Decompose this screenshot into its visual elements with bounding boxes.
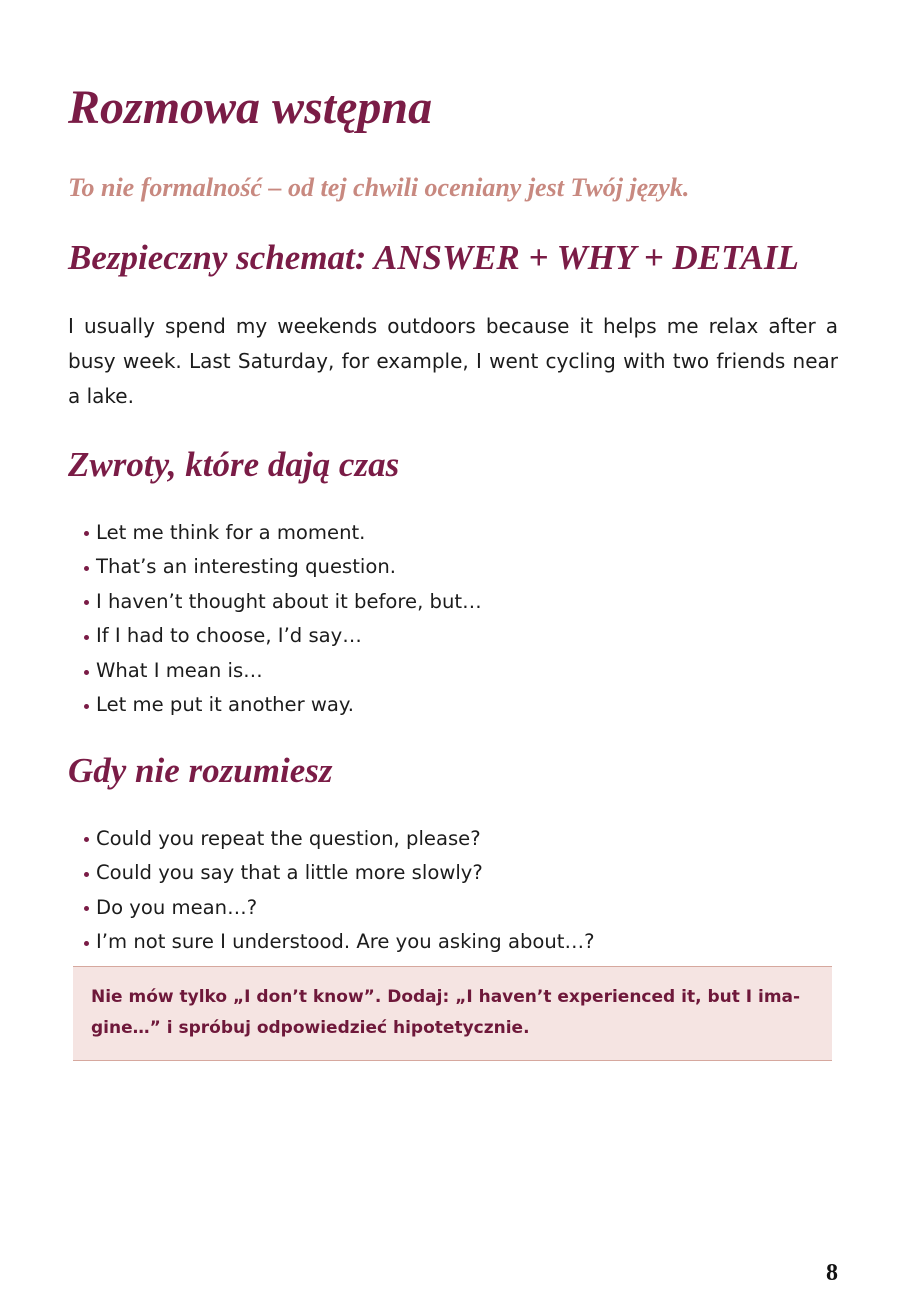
page-subtitle: To nie formalność – od tej chwili oceniany jest Twój język. <box>68 173 690 202</box>
list-item-text: If I had to choose, I’d say… <box>96 624 362 648</box>
bullet-icon <box>84 837 89 842</box>
page-title: Rozmowa wstępna <box>68 81 433 134</box>
list-item <box>68 550 482 585</box>
example-paragraph: I usually spend my weekends outdoors because it helps me relax after a busy week. Last Saturday, for example, I went cycling with two friends near a lake. <box>68 314 838 408</box>
list-item-text: Do you mean…? <box>96 895 258 919</box>
bullet-icon <box>84 600 89 605</box>
list-item <box>68 619 482 654</box>
bullet-icon <box>84 531 89 536</box>
list-item <box>68 688 482 723</box>
list-item-text: I’m not sure I understood. Are you asking about…? <box>96 930 595 954</box>
time-phrases-heading: Zwroty, które dają czas <box>68 445 400 484</box>
list-item <box>68 891 594 926</box>
tip-line: Nie mów tylko „I don’t know”. Dodaj: „I haven’t experienced it, but I ima- <box>91 987 801 1007</box>
bullet-icon <box>84 872 89 877</box>
clarification-heading: Gdy nie rozumiesz <box>68 751 333 790</box>
list-item-text: That’s an interesting question. <box>96 555 396 579</box>
list-item-text: Could you repeat the question, please? <box>96 826 481 850</box>
list-item <box>68 856 594 891</box>
bullet-icon <box>84 566 89 571</box>
list-item-text: What I mean is… <box>96 658 263 682</box>
clarification-list <box>68 822 594 960</box>
list-item <box>68 654 482 689</box>
tip-line: gine…” i spróbuj odpowiedzieć hipotetycznie. <box>91 1018 530 1038</box>
list-item <box>68 925 594 960</box>
list-item <box>68 822 594 857</box>
list-item-text: Let me think for a moment. <box>96 520 366 544</box>
list-item-text: Let me put it another way. <box>96 693 354 717</box>
bullet-icon <box>84 670 89 675</box>
list-item <box>68 516 482 551</box>
time-phrases-list <box>68 516 482 724</box>
list-item-text: I haven’t thought about it before, but… <box>96 589 482 613</box>
bullet-icon <box>84 906 89 911</box>
list-item-text: Could you say that a little more slowly? <box>96 861 483 885</box>
bullet-icon <box>84 704 89 709</box>
tip-callout <box>73 966 832 1061</box>
bullet-icon <box>84 941 89 946</box>
bullet-icon <box>84 635 89 640</box>
list-item <box>68 585 482 620</box>
page-number: 8 <box>826 1260 838 1286</box>
answer-schema-heading: Bezpieczny schemat: ANSWER + WHY + DETAIL <box>68 238 799 277</box>
